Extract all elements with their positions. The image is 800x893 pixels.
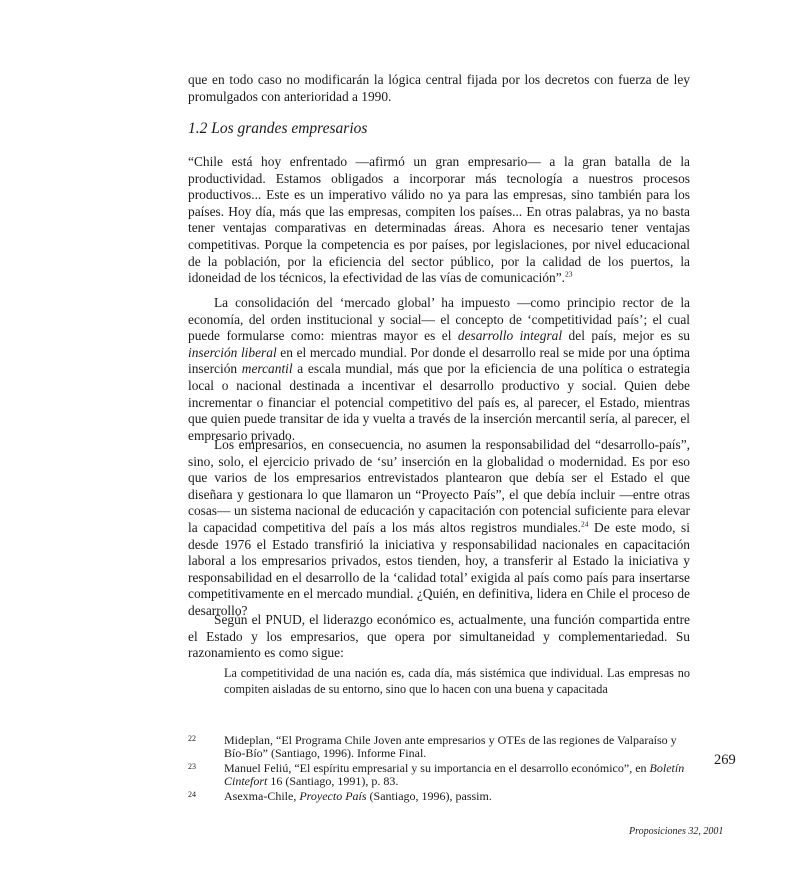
footnotes bbox=[188, 734, 690, 805]
footnote-24: 24 Asexma-Chile, Proyecto País (Santiago, 1996), passim. bbox=[188, 789, 492, 803]
footnote-23: 23 Manuel Feliú, “El espíritu empresarial y su importancia en el desarrollo económico”, en Boletín Cintefort 16 (Santiago, 1991), p. 83. bbox=[188, 761, 685, 788]
opening-paragraph: que en todo caso no modificarán la lógica central fijada por los decretos con fuerza de ley promulgados con anterioridad a 1990. bbox=[188, 72, 690, 104]
section-heading: 1.2 Los grandes empresarios bbox=[188, 120, 368, 137]
quoted-paragraph: “Chile está hoy enfrentado —afirmó un gran empresario— a la gran batalla de la productividad. Estamos obligados a incorporar más tecnología a nuestros procesos productivos... Este es un imperativo válido no ya para las empresas, sino también para los países. Hoy día, más que las empresas, compiten los países... En otras palabras, ya no basta tener ventajas comparativas en determinadas áreas. Ahora es necesario tener ventajas competitivas. Porque la competencia es por países, por legislaciones, por nivel educacional de la población, por la eficiencia del sector público, por la calidad de los puertos, la idoneidad de los técnicos, la efectividad de las vías de comunicación”.$^{23}$ bbox=[188, 154, 690, 286]
body-paragraph-empresarios: Los empresarios, en consecuencia, no asumen la responsabilidad del “desarrollo-país”, sino, solo, el ejercicio privado de ‘su’ inserción en la globalidad o modernidad. Es por eso que varios de los empresarios entrevistados plantearon que debía ser el Estado el que diseñara y gestionara lo que llamaron un “Proyecto País”, el que debía incluir —entre otras cosas— un sistema nacional de educación y capacitación con potencial suficiente para elevar la capacidad competitiva del país a los más altos registros mundiales.$^{24}$ De este modo, si desde 1976 el Estado transfirió la iniciativa y responsabilidad nacionales en capacitación laboral a los empresarios privados, estos tienden, hoy, a transferir al Estado la iniciativa y responsabilidad en el desarrollo de la ‘calidad total’ exigida al país como país para insertarse competitivamente en el mercado mundial. ¿Quién, en definitiva, lidera en Chile el proceso de desarrollo? bbox=[188, 437, 690, 618]
page-number: 269 bbox=[714, 752, 736, 768]
footnote-ref-24: 24 bbox=[580, 519, 589, 529]
footnote-ref-23: 23 bbox=[565, 269, 573, 279]
footnote-22: 22 Mideplan, “El Programa Chile Joven ante empresarios y OTEs de las regiones de Valparaíso y Bío-Bío” (Santiago, 1996). Informe Final. bbox=[188, 733, 677, 760]
body-paragraph-global-market: La consolidación del ‘mercado global’ ha impuesto —como principio rector de la economía, del orden institucional y social— el concepto de ‘competitividad país’; el cual puede formularse como: mientras mayor es el desarrollo integral del país, mejor es su inserción liberal en el mercado mundial. Por donde el desarrollo real se mide por una óptima inserción mercantil a escala mundial, más que por la eficiencia de una política o estrategia local o nacional destinada a incentivar el desarrollo productivo y social. Quien debe incrementar o financiar el potencial competitivo del país es, al parecer, el Estado, mientras que quien puede transitar de ida y vuelta a través de la inserción mercantil sería, al parecer, el empresario privado. bbox=[188, 295, 691, 443]
running-footer: Proposiciones 32, 2001 bbox=[629, 826, 724, 837]
block-quotation: La competitividad de una nación es, cada día, más sistémica que individual. Las empresas no compiten aisladas de su entorno, sino que lo hacen con una buena y capacitada bbox=[224, 666, 690, 696]
body-paragraph-pnud: Según el PNUD, el liderazgo económico es, actualmente, una función compartida entre el Estado y los empresarios, que opera por simultaneidad y complementariedad. Su razonamiento es como sigue: bbox=[188, 612, 690, 661]
